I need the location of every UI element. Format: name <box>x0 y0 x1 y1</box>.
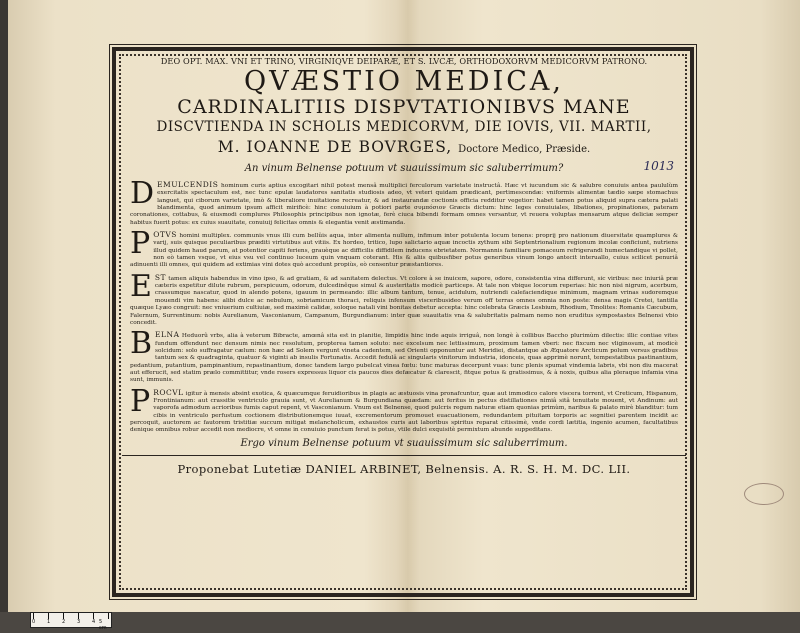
title-line-2: CARDINALITIIS DISPVTATIONIBVS MANE <box>177 96 631 118</box>
praeses-name: M. IOANNE DE BOVRGES, <box>217 138 453 156</box>
drop-cap: D <box>130 176 155 211</box>
paragraph-text: igitur à mensis absint exotica, & quæcumque feruidioribus in plagis ac æstuosis vina pronafcuntur, quæ aut immodico calore viscera torrent, vt Creticum, Hispanum, Frontinianum: aut crassitie ventriculo grauia sunt, vt Aurelianum & Burgundiana quædam: aut feritus in pectus distillationes nimiâ sitâ tenuitate mouent, vt Andinum: aut vaporofa admodum acrioribus fumis caput repent, vt Vasconianum. Vnum est Belnense, quod pulcris regum naturæ etiam quonias primùm, naribus & palato mirè blanditur: tum cibis in ventriculo perfustum coctionem distributionemque iuuat, excrementorum promouet euacuationem, redundantem pituitam torporis ac segnitiei parentem incidit ac percoquit, auctorem ac fautorem tristitiæ succum mitigat melancholicum, exhaustos curis aut laboribus spiritus reparat citissimè, vnde cordi lætitia, ingenio acumen, facultatibus denique omnibus robur accedit non mediocre, vt omne in conuiuio punctum ferat is potus, vtile dulci exquisitè permixtum abunde suppeditans. <box>130 390 679 434</box>
drop-cap: P <box>130 383 151 419</box>
drop-cap: E <box>130 268 152 304</box>
conclusion-line: Ergo vinum Belnense potuum vt suauissimum sic saluberrimum. <box>240 437 568 449</box>
paragraph-1 <box>130 176 678 227</box>
paragraph-text: tamen aliquis habendus in vino ipso, & ad gratiam, & ad sanitatem delectus. Vt colore à se inuicem, sapore, odore, consistentia vina differunt, sic viribus: nec iniuriâ præ cæteris expetitur dilute rubrum, perspicuum, odorum, dulcedinêque simul & austeritatis modicè particeps. At tale non vbique locorum reperias: hic non nisi nigrum, acerbum, crassumque nascatur, quod in alendo potens, igauum in permeando: illic album tantum, tenue, acidulum, nutriendi calefaciendique minimum, magnam vrinas sudoremque mouendi vim habens: alibi dulce ac nebulum, sobriamicum thoraci, reliquis infensum visceribusideo verum off terras omnes omnia non poste: densa magis Cretei, tantilla quæque Lyæo congruit: nec vniuerium cultiuiæ, sed maximè calidæ, soloque natali vini bonitas debetur accepta: hinc celebrata Græcis Lesbium, Rhodium, Tmolites: Romanis Cæcubum, Falernum, Surrentinum: nobis Aurelianum, Vasconianum, Campanum, Burgundianum: inter quæ suauitatis vna & salubritatis palmam nemo non eruditus sympostastes Belnensi vbio concedit. <box>130 275 679 326</box>
paragraph-lead: EMULCENDIS <box>157 180 219 189</box>
divider-rule <box>122 455 686 456</box>
scan-background-edge <box>0 0 8 633</box>
ruler-number: 3 <box>77 619 81 625</box>
paragraph-4 <box>130 326 679 384</box>
drop-cap: P <box>130 226 151 262</box>
paragraph-lead: ROCVL <box>153 387 184 397</box>
paragraph-lead: ST <box>154 272 167 282</box>
paragraph-text: Heduorû vrbs, alia à veterum Bibracte, amœnâ sita est in planitie, limpidis hinc inde aquis irriguâ, non longè à collibus Baccho plurimùm dilectis: illic contiae vites fundum offendunt nec densum nimis nec resolutum, propterea tamen soluto: nec excelsum nec lettissimum, proximum tamen vberi: nec fixcum nec vliginosum, at modicè solcidum: solo suffragatur cælum: non hæc ad Solem vergunt vineta cadentem, sed Orienti opponuntur aut Meridiei, distantque ab Æquatore Arcticum polum versus gradibus tantum sex & quadraginta, quatuor & viginti ab insulis Fortunatis. Accedit fedulâ ac singularis vinitorum industria, idonceis, quas apprimè norunt, tempestatibus pastinantium, pedantium, putantium, pampinantium, repastinantium, donec tandem largo pubelcat vinea fœtu: tunc maturas decerpunt vuas: tunc plenis spumat vindemia labris, vbi non diu macerat aut efferucit, sed statim prælo committitur, vnde rosers expressus liquor cis paucos dies defæcatur & clarescit, fitque potus & gratissimus, & à noxis, quibus alia pleraque infamia vina sunt, immunis. <box>130 333 679 384</box>
ruler-number: 0 <box>32 619 36 625</box>
proponent-line: Proponebat Lutetiæ DANIEL ARBINET, Belnensis. A. R. S. H. M. DC. LII. <box>177 461 631 476</box>
thesis-content <box>130 54 678 588</box>
ruler-number: 5 cm <box>99 619 107 631</box>
dedication-line: DEO OPT. MAX. VNI ET TRINO, VIRGINIQVE DEIPARÆ, ET S. LVCÆ, ORTHODOXORVM MEDICORVM PATRONO. <box>160 56 648 66</box>
paragraph-text: homini multiplex. communis vnus illi cum bellûis aqua, inter alimenta nullum, infimum inter potulenta locum tenens: proprij pro nationum diuersitate quamplures & varij, suis quisque peculiaribus præditi virtutibus aut vitiis. Ex hordeo, tritico, lupo salictario aquæ incoctis zythum sibi Septentrionalium regionum incolæ conficiunt, nutriens illud quidem haud parum, at potentior capiti feriens, grauèque ac difficilis diffidilem inducens ebrietatem. Normannis familiare pomaceum refrigerandi humectandique vi pollet, non eò tamen vsque, vt eius vsu vel continuo luceum quin vnquam coterant. His & aliis quibusfiber potus generibus vinum longo antecit interuallo, cuius scilicet penuriâ adinuenti illi omnes, qui quidem ad extimias vini dotes quò accedunt propiùs, eò censentur præstantiores. <box>130 233 679 269</box>
paragraph-2 <box>130 226 679 270</box>
paragraph-lead: ELNA <box>155 330 180 340</box>
paragraph-text: hominum curis aptius excogitari nihil potest mensâ multiplici ferculorum varietate instructâ. Hæc vt iucundum sic & salubre conuiuis antea paululùm exercitatis spectaculum est, nec tunc epulæ laudatores sanitatis studiosis adeo, vt veteri quidam prædicant, pertimescendæ: vniformis alimentæ tædio sæpe stomachus languet, qui ciborum varietate, imò & liberaliore inuitatione recreatur, & ad instaurandæ coctionis officia redditur vegetior: habet tamen potus aliquid supra cætera palati blandimenta, quod animum ipsum afficit mirificè: hinc conuiuium à potiori parte συμπόσιον Græcis dictum: hinc leges conuiuiales, libationes, propinationes, pateram coronationes, cottabus, & eiusmodi complures Philosophis principibus non ignotæ, ferè ciuca bibendi formam omnes versantur, vt reuera voluptas mensarum atque deliciæ semper habitus fuerit potus: ex cuius suauitate, conuiuij felicitas omnis & elegantia venit æstimanda. <box>130 183 678 226</box>
title-line-4 <box>130 136 678 161</box>
scanner-bottom-strip <box>0 612 800 633</box>
ruler-number: 1 <box>47 619 51 625</box>
paragraph-3 <box>130 268 679 327</box>
paragraph-5 <box>130 383 679 435</box>
paragraph-lead: OTVS <box>153 230 177 240</box>
ruler-number: 2 <box>62 619 66 625</box>
measurement-ruler <box>30 612 112 631</box>
drop-cap: B <box>130 326 153 362</box>
handwritten-number: 1013 <box>643 159 674 173</box>
question-row <box>130 159 678 177</box>
title-line-3: DISCVTIENDA IN SCHOLIS MEDICORVM, DIE IOVIS, VII. MARTII, <box>156 119 652 135</box>
ruler-number: 4 <box>92 619 96 625</box>
title-line-1: QVÆSTIO MEDICA, <box>244 66 564 97</box>
praeses-role: Doctore Medico, Præside. <box>458 144 591 155</box>
library-stamp <box>744 483 784 505</box>
question-text: An vinum Belnense potuum vt suauissimum sic saluberrimum? <box>244 163 564 174</box>
